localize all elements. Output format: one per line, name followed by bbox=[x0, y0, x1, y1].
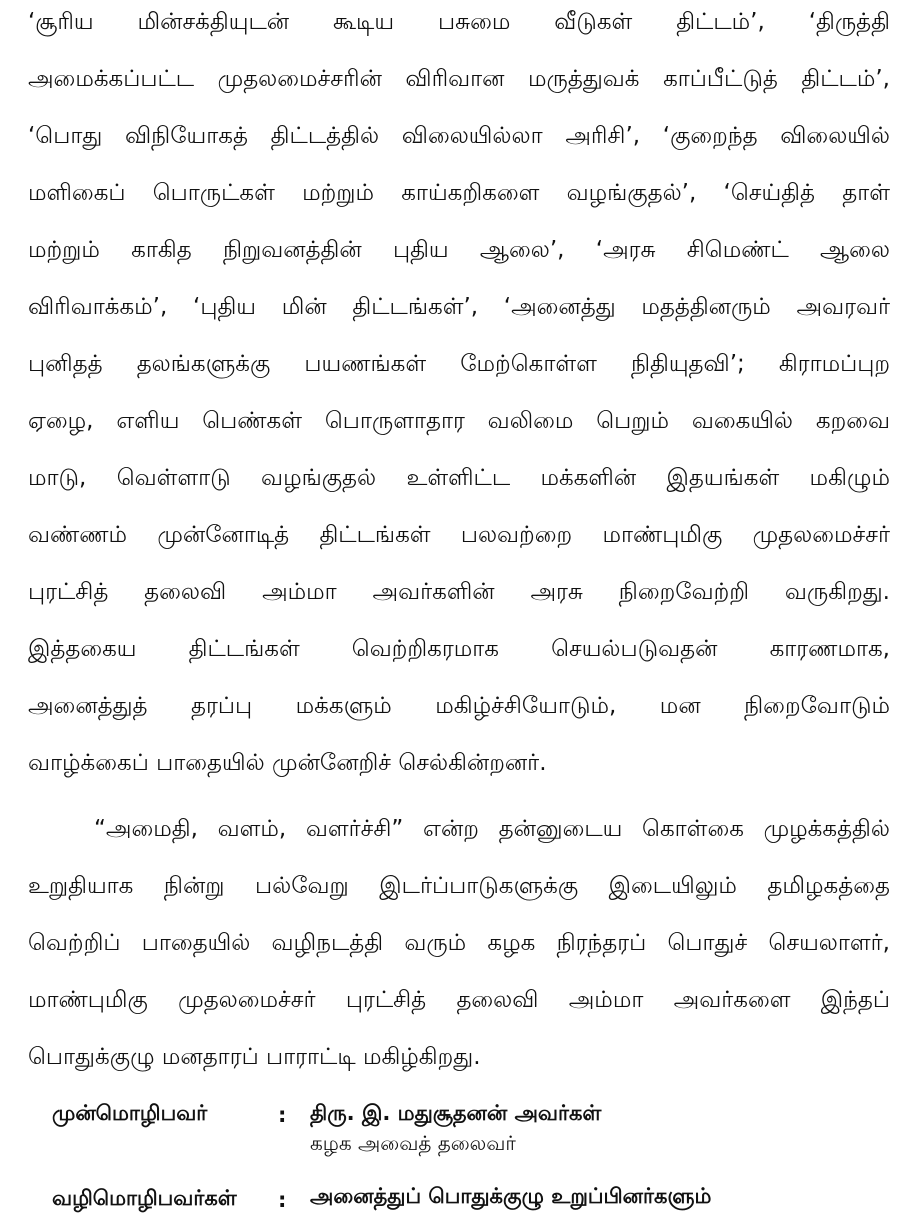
proposer-role: கழக அவைத் தலைவர் bbox=[310, 1131, 516, 1155]
text-line: ‘பொது விநியோகத் திட்டத்தில் விலையில்லா அரிசி’, ‘குறைந்த விலையில் bbox=[28, 123, 890, 149]
text-line: மாடு, வெள்ளாடு வழங்குதல் உள்ளிட்ட மக்களின் இதயங்கள் மகிழும் bbox=[28, 465, 890, 491]
text-line: மாண்புமிகு முதலமைச்சர் புரட்சித் தலைவி அம்மா அவர்களை இந்தப் bbox=[28, 987, 890, 1013]
text-line: வெற்றிப் பாதையில் வழிநடத்தி வரும் கழக நிரந்தரப் பொதுச் செயலாளர், bbox=[28, 930, 890, 956]
text-line: ஏழை, எளிய பெண்கள் பொருளாதார வலிமை பெறும் வகையில் கறவை bbox=[28, 408, 890, 434]
text-line: புரட்சித் தலைவி அம்மா அவர்களின் அரசு நிறைவேற்றி வருகிறது. bbox=[28, 579, 890, 605]
text-line: வண்ணம் முன்னோடித் திட்டங்கள் பலவற்றை மாண்புமிகு முதலமைச்சர் bbox=[28, 522, 890, 548]
text-line: மளிகைப் பொருட்கள் மற்றும் காய்கறிகளை வழங்குதல்’, ‘செய்தித் தாள் bbox=[28, 180, 890, 206]
text-line: விரிவாக்கம்’, ‘புதிய மின் திட்டங்கள்’, ‘அனைத்து மதத்தினரும் அவரவர் bbox=[28, 294, 890, 320]
text-line: அமைக்கப்பட்ட முதலமைச்சரின் விரிவான மருத்துவக் காப்பீட்டுத் திட்டம்’, bbox=[28, 66, 890, 92]
text-line: புனிதத் தலங்களுக்கு பயணங்கள் மேற்கொள்ள நிதியுதவி’; கிராமப்புற bbox=[28, 351, 890, 377]
proposer-label: முன்மொழிபவர் bbox=[52, 1101, 208, 1125]
text-line: அனைத்துத் தரப்பு மக்களும் மகிழ்ச்சியோடும், மன நிறைவோடும் bbox=[28, 693, 890, 719]
seconder-colon: : bbox=[278, 1188, 287, 1212]
text-line: உறுதியாக நின்று பல்வேறு இடர்ப்பாடுகளுக்கு இடையிலும் தமிழகத்தை bbox=[28, 873, 890, 899]
text-line: மற்றும் காகித நிறுவனத்தின் புதிய ஆலை’, ‘அரசு சிமெண்ட் ஆலை bbox=[28, 237, 890, 263]
text-line: இத்தகைய திட்டங்கள் வெற்றிகரமாக செயல்படுவதன் காரணமாக, bbox=[28, 636, 890, 662]
seconder-label: வழிமொழிபவர்கள் bbox=[52, 1186, 237, 1210]
text-line: பொதுக்குழு மனதாரப் பாராட்டி மகிழ்கிறது. bbox=[28, 1044, 481, 1070]
proposer-name: திரு. இ. மதுசூதனன் அவர்கள் bbox=[310, 1101, 602, 1125]
text-line: “அமைதி, வளம், வளர்ச்சி” என்ற தன்னுடைய கொள்கை முழக்கத்தில் bbox=[94, 816, 890, 842]
text-line: வாழ்க்கைப் பாதையில் முன்னேறிச் செல்கின்றனர். bbox=[28, 750, 547, 776]
proposer-colon: : bbox=[278, 1103, 287, 1127]
text-line: ‘சூரிய மின்சக்தியுடன் கூடிய பசுமை வீடுகள் திட்டம்’, ‘திருத்தி bbox=[28, 9, 890, 35]
seconder-name: அனைத்துப் பொதுக்குழு உறுப்பினர்களும் bbox=[310, 1184, 712, 1208]
